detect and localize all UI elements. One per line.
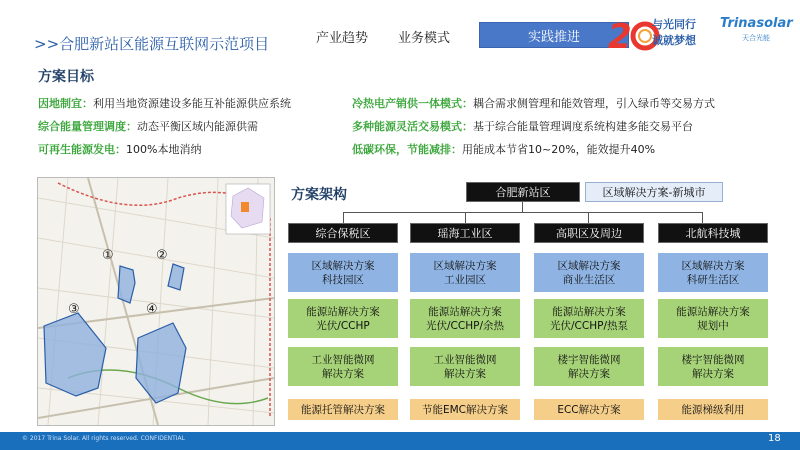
goal-item: 多种能源灵活交易模式：基于综合能量管理调度系统构建多能交易平台: [352, 120, 693, 133]
connector: [702, 212, 703, 223]
goals-heading: 方案目标: [38, 69, 94, 85]
page-number: 18: [768, 433, 781, 444]
column-header: 瑶海工业区: [410, 223, 520, 243]
connector: [522, 202, 523, 212]
map-marker-2: ②: [156, 248, 168, 263]
goal-item: 低碳环保，节能减排：用能成本节省10~20%，能效提升40%: [352, 143, 656, 156]
goal-item: 综合能量管理调度：动态平衡区域内能源供需: [38, 120, 258, 133]
region-solution-cell: 区域解决方案 商业生活区: [534, 253, 644, 292]
root-node: 合肥新站区: [466, 182, 580, 202]
footer-copyright: © 2017 Trina Solar. All rights reserved. CONFIDENTIAL: [22, 435, 185, 442]
column-header: 综合保税区: [288, 223, 398, 243]
trina-logo-text: Trinasolar: [720, 16, 793, 31]
connector: [343, 212, 344, 223]
nav-industry-trend[interactable]: 产业趋势: [316, 31, 369, 46]
energy-station-cell: 能源站解决方案 规划中: [658, 299, 768, 338]
region-solution-cell: 区域解决方案 工业园区: [410, 253, 520, 292]
logo-slogan-2: 诚就梦想: [652, 34, 696, 47]
energy-station-cell: 能源站解决方案 光伏/CCHP/余热: [410, 299, 520, 338]
nav-business-model[interactable]: 业务模式: [398, 31, 451, 46]
logo-slogan-1: 与光同行: [652, 18, 696, 31]
microgrid-cell: 工业智能微网 解决方案: [288, 347, 398, 386]
goal-item: 冷热电产销供一体模式：耦合需求侧管理和能效管理，引入绿币等交易方式: [352, 97, 715, 110]
service-cell: 能源梯级利用: [658, 399, 768, 420]
region-solution-cell: 区域解决方案 科技园区: [288, 253, 398, 292]
district-map: [37, 177, 275, 426]
map-marker-4: ④: [146, 302, 158, 317]
connector: [343, 212, 702, 213]
microgrid-cell: 工业智能微网 解决方案: [410, 347, 520, 386]
goal-item: 可再生能源发电：100%本地消纳: [38, 143, 202, 156]
service-cell: ECC解决方案: [534, 399, 644, 420]
root-tag: 区域解决方案-新城市: [585, 182, 723, 202]
column-header: 北航科技城: [658, 223, 768, 243]
svg-text:2: 2: [608, 17, 632, 56]
service-cell: 能源托管解决方案: [288, 399, 398, 420]
page-title: >>合肥新站区能源互联网示范项目: [34, 35, 270, 53]
map-marker-1: ①: [102, 248, 114, 263]
architecture-heading: 方案架构: [291, 187, 347, 203]
energy-station-cell: 能源站解决方案 光伏/CCHP: [288, 299, 398, 338]
trina-logo: [720, 16, 792, 56]
microgrid-cell: 楼宇智能微网 解决方案: [534, 347, 644, 386]
region-solution-cell: 区域解决方案 科研生活区: [658, 253, 768, 292]
goal-item: 因地制宜：利用当地资源建设多能互补能源供应系统: [38, 97, 291, 110]
map-marker-3: ③: [68, 302, 80, 317]
column-header: 高职区及周边: [534, 223, 644, 243]
nav-practice[interactable]: 实践推进: [479, 22, 629, 48]
trina-logo-sub: 天合光能: [742, 34, 770, 42]
energy-station-cell: 能源站解决方案 光伏/CCHP/热泵: [534, 299, 644, 338]
connector: [465, 212, 466, 223]
microgrid-cell: 楼宇智能微网 解决方案: [658, 347, 768, 386]
service-cell: 节能EMC解决方案: [410, 399, 520, 420]
connector: [588, 212, 589, 223]
